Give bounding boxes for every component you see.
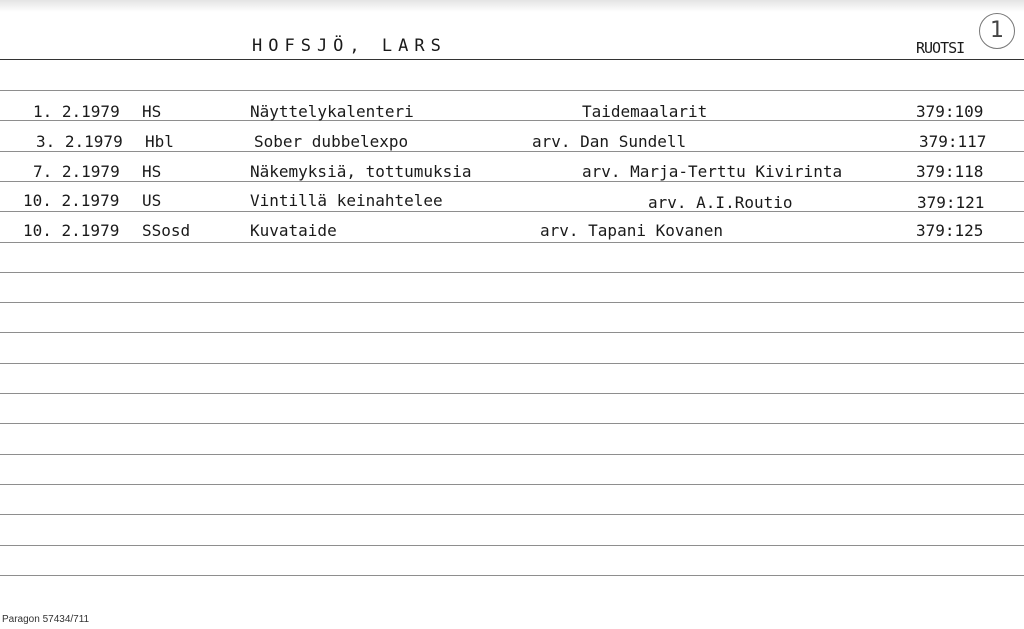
entry-date: 10. 2.1979	[23, 191, 120, 210]
entry-note: arv. Dan Sundell	[532, 132, 687, 151]
entry-note: Taidemaalarit	[582, 102, 708, 121]
entry-title: Kuvataide	[250, 221, 337, 240]
ruled-line	[0, 90, 1024, 91]
ruled-line	[0, 575, 1024, 576]
entry-source: US	[142, 191, 162, 210]
ruled-line	[0, 514, 1024, 515]
ruled-line	[0, 151, 1024, 152]
entry-date: 3. 2.1979	[36, 132, 123, 151]
card-number-circle: 1	[979, 13, 1015, 49]
card-heading-country: RUOTSI	[916, 39, 965, 57]
ruled-line	[0, 393, 1024, 394]
entry-title: Näyttelykalenteri	[250, 102, 414, 121]
ruled-line	[0, 484, 1024, 485]
print-mark: Paragon 57434/711	[2, 614, 90, 625]
entry-source: Hbl	[145, 132, 174, 151]
ruled-line	[0, 181, 1024, 182]
entry-ref: 379:118	[916, 162, 984, 181]
entry-source: HS	[142, 162, 162, 181]
entry-source: HS	[142, 102, 162, 121]
heading-rule	[0, 59, 1024, 60]
ruled-line	[0, 332, 1024, 333]
entry-title: Vintillä keinahtelee	[250, 191, 443, 210]
entry-ref: 379:125	[916, 221, 984, 240]
card-top-edge	[0, 0, 1024, 12]
entry-note: arv. Marja-Terttu Kivirinta	[582, 162, 843, 181]
ruled-line	[0, 454, 1024, 455]
entry-date: 10. 2.1979	[23, 221, 120, 240]
entry-title: Sober dubbelexpo	[254, 132, 409, 151]
ruled-line	[0, 363, 1024, 364]
entry-ref: 379:109	[916, 102, 984, 121]
ruled-line	[0, 423, 1024, 424]
ruled-line	[0, 545, 1024, 546]
ruled-line	[0, 211, 1024, 212]
entry-ref: 379:121	[917, 193, 985, 212]
entry-note: arv. A.I.Routio	[648, 193, 793, 212]
entry-ref: 379:117	[919, 132, 987, 151]
ruled-line	[0, 242, 1024, 243]
ruled-line	[0, 302, 1024, 303]
card-heading-name: HOFSJÖ, LARS	[252, 36, 447, 56]
entry-date: 1. 2.1979	[33, 102, 120, 121]
entry-note: arv. Tapani Kovanen	[540, 221, 724, 240]
ruled-line	[0, 272, 1024, 273]
entry-date: 7. 2.1979	[33, 162, 120, 181]
entry-title: Näkemyksiä, tottumuksia	[250, 162, 472, 181]
entry-source: SSosd	[142, 221, 191, 240]
